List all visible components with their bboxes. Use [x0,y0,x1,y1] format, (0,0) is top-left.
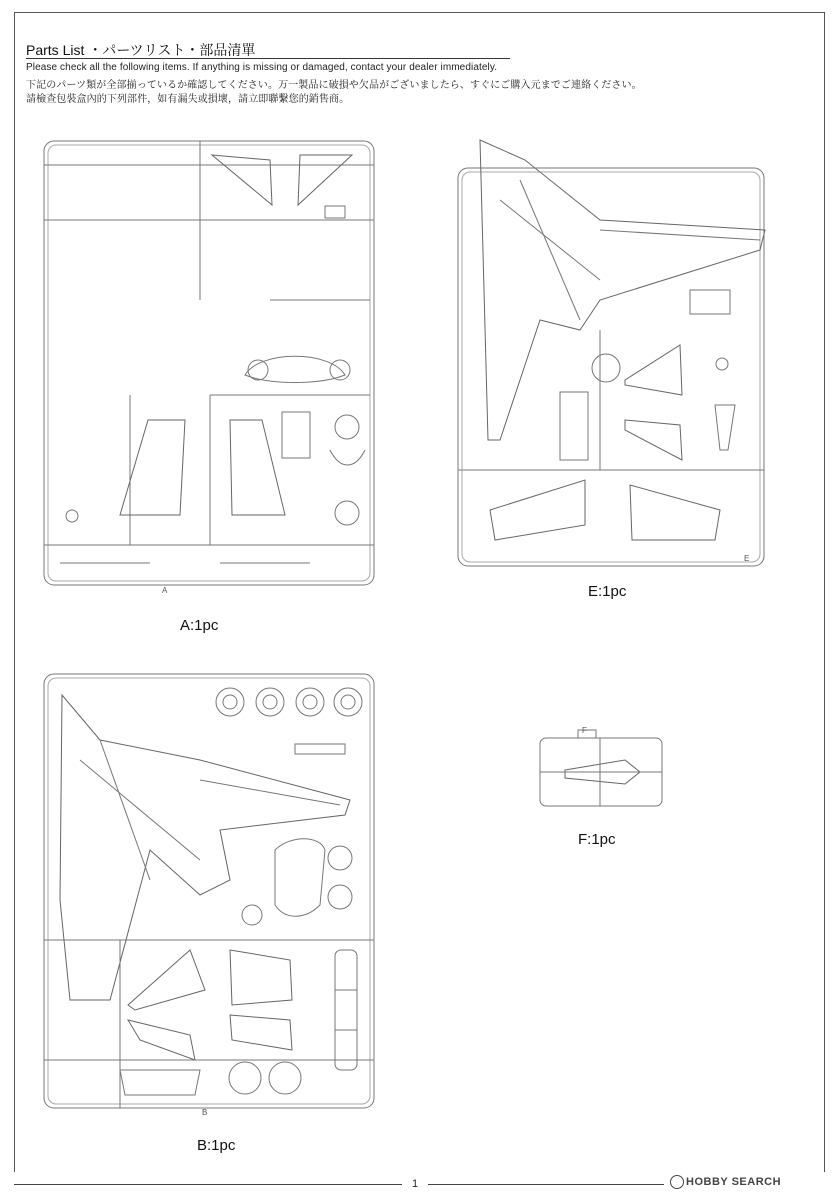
page-title: Parts List ・パーツリスト・部品清單 [26,42,256,58]
watermark-logo-icon [670,1175,684,1189]
sprue-e-caption: E:1pc [588,583,627,600]
sprue-a-letter: A [162,586,168,595]
instruction-japanese: 下記のパーツ類が全部揃っているか確認してください。万一製品に破損や欠品がございましたら、すぐにご購入元までご連絡ください。 [26,80,642,91]
sprue-f-letter: F [582,726,587,735]
instruction-chinese: 請檢查包裝盒內的下列部件，如有漏失或損壞，請立即聯繫您的銷售商。 [26,94,350,105]
footer-rule-right [428,1184,664,1185]
sprue-b-letter: B [202,1108,208,1117]
sprue-b-drawing [44,674,374,1108]
sprue-e-letter: E [744,554,750,563]
sprue-e-drawing [458,140,765,566]
page-number: 1 [412,1178,419,1190]
sprue-a-drawing [44,141,374,585]
instruction-english: Please check all the following items. If anything is missing or damaged, contact your dealer immediately. [26,62,498,73]
footer-rule-left [14,1184,402,1185]
sprue-b-caption: B:1pc [197,1137,236,1154]
sprue-f-drawing [540,730,662,806]
watermark: HOBBY SEARCH [686,1176,782,1188]
sprue-f-caption: F:1pc [578,831,616,848]
sprue-a-caption: A:1pc [180,617,219,634]
